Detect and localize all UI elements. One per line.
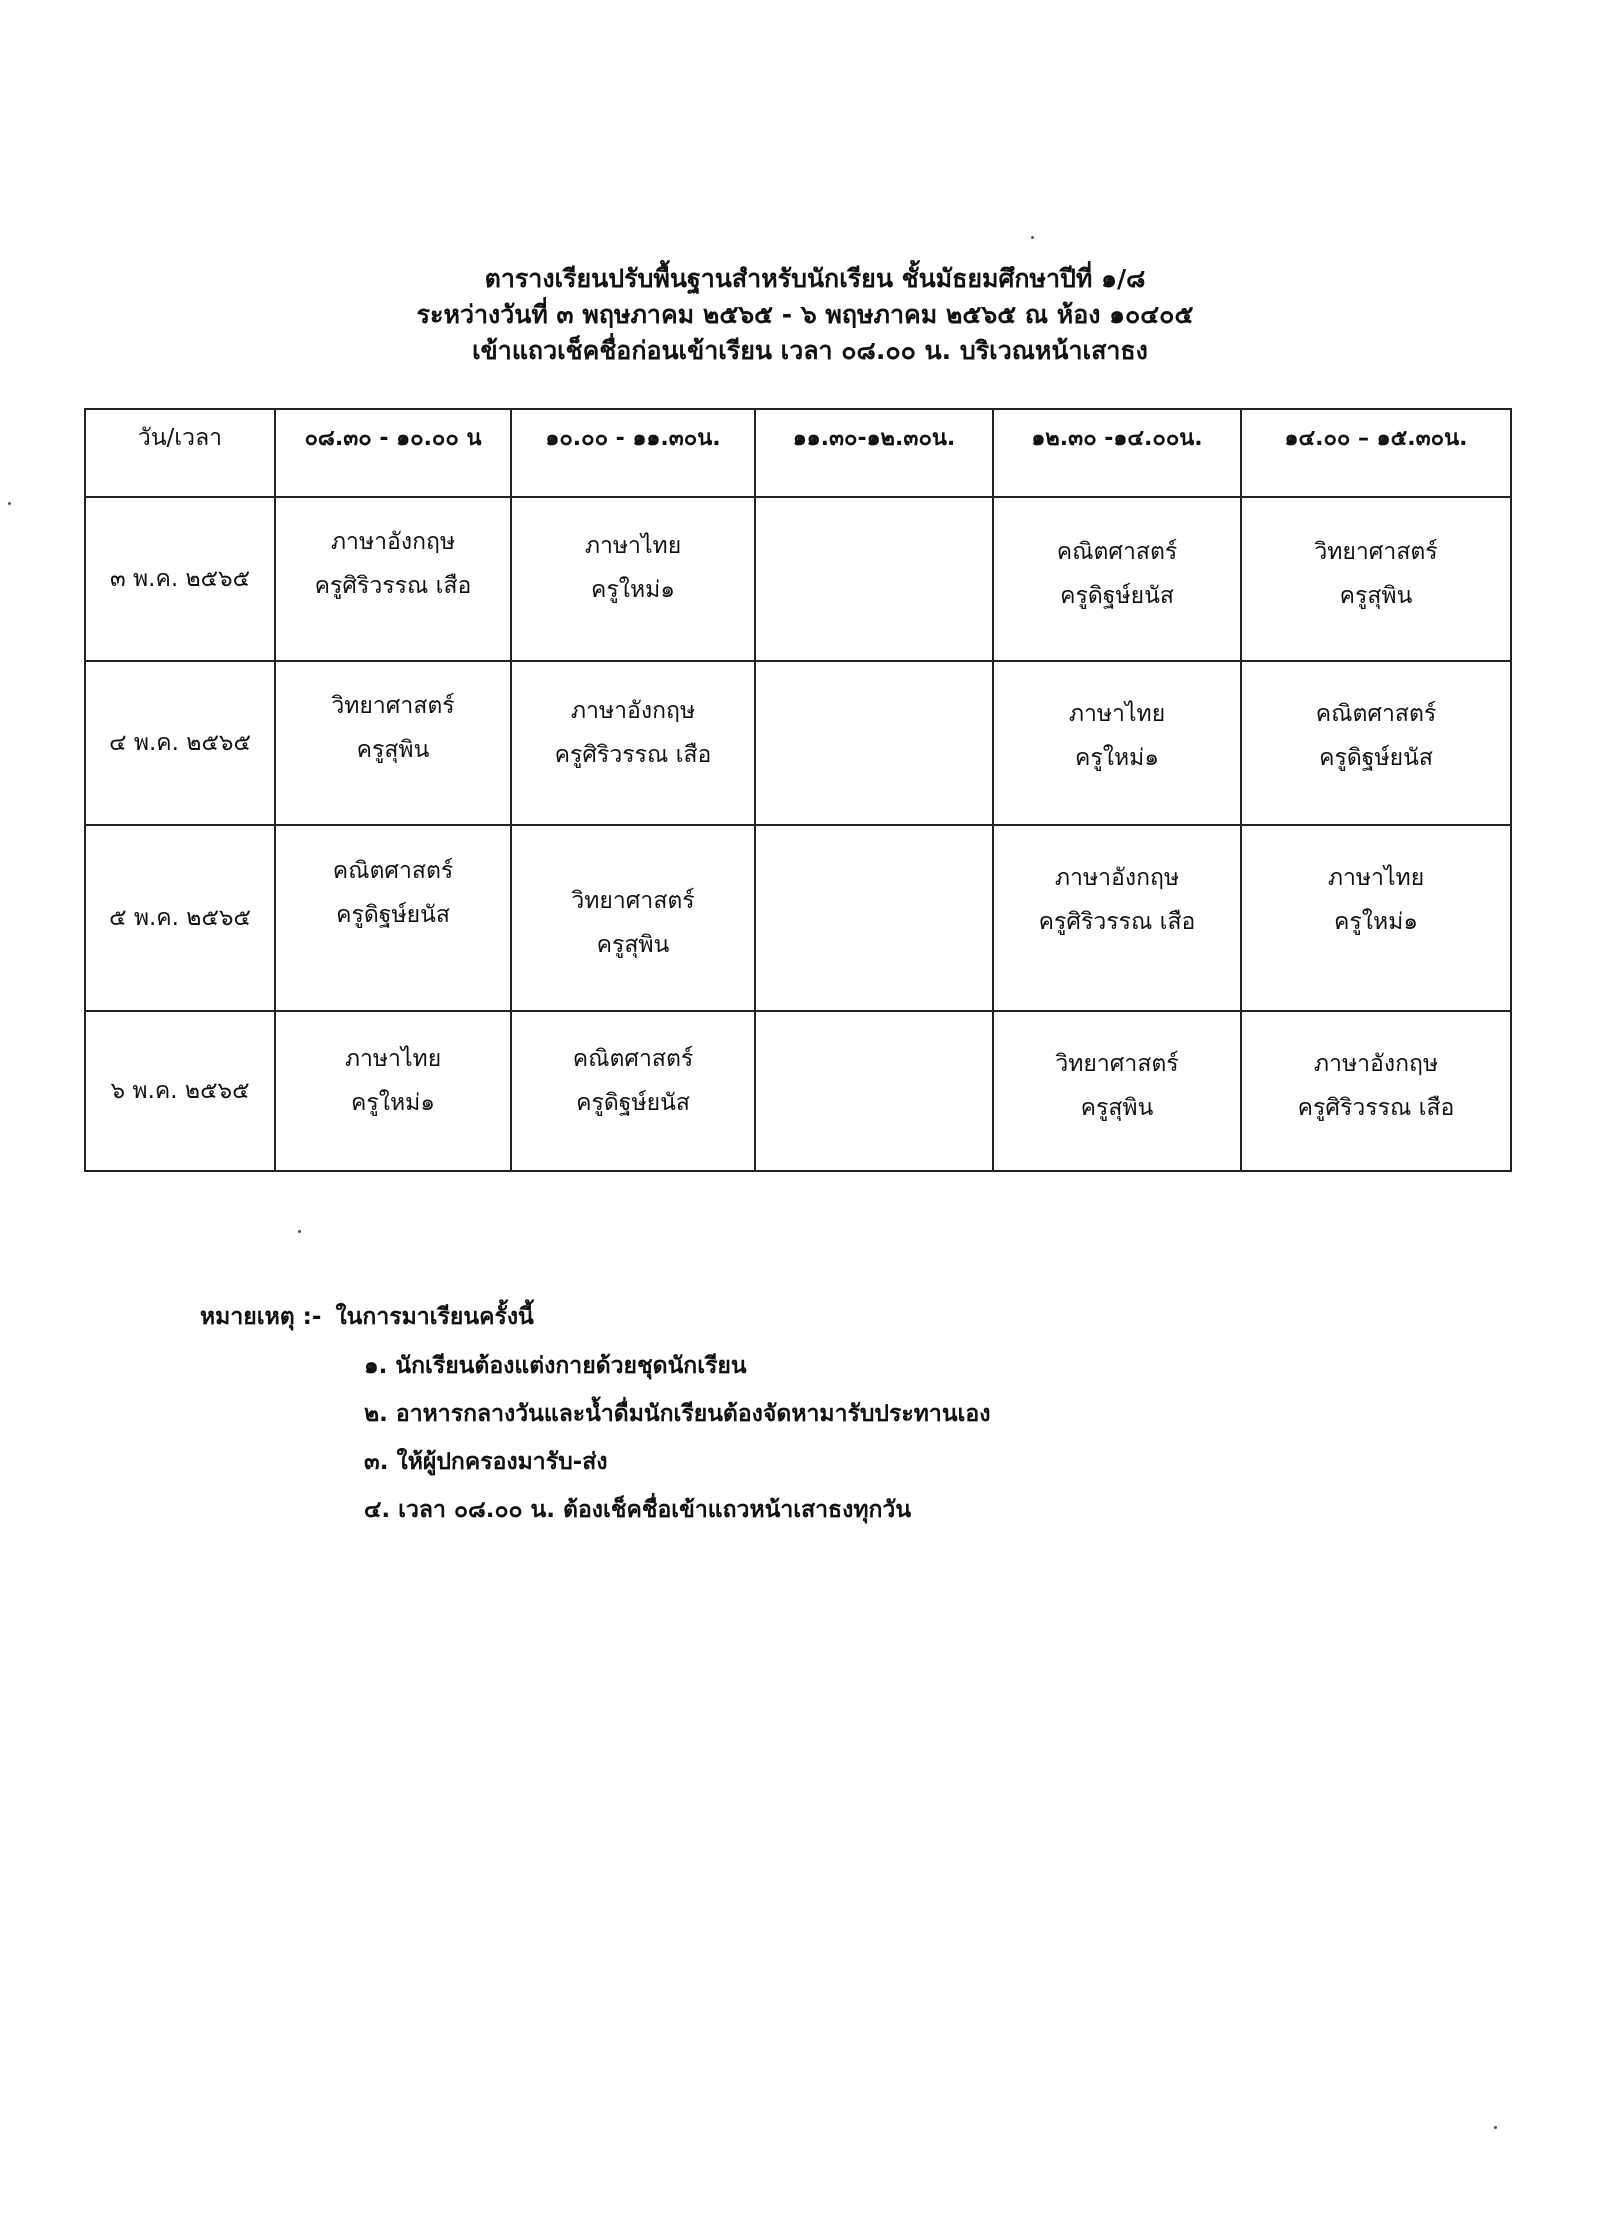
class-cell [511,661,755,825]
table-row [85,497,1511,661]
scan-speck [8,502,11,505]
list-item: ๔. เวลา ๐๘.๐๐ น. ต้องเช็คชื่อเข้าแถวหน้าเสาธงทุกวัน [364,1497,912,1523]
subject: ภาษาไทย [584,533,682,559]
document-title [0,262,1600,370]
period-header-5: ๑๔.๐๐ – ๑๕.๓๐น. [1241,409,1511,497]
teacher: ครูศิริวรรณ เสือ [554,742,712,768]
subject: วิทยาศาสตร์ [1055,1051,1179,1077]
class-cell [993,1011,1241,1171]
lunch-cell [755,497,993,661]
teacher: ครูดิฐษ์ยนัส [1060,583,1174,609]
teacher: ครูศิริวรรณ เสือ [1038,909,1196,935]
teacher: ครูดิฐษ์ยนัส [1319,745,1433,771]
list-item: ๓. ให้ผู้ปกครองมารับ-ส่ง [364,1449,608,1475]
period-header-1: ๐๘.๓๐ - ๑๐.๐๐ น [275,409,511,497]
scan-speck [298,1230,301,1233]
header-row [85,409,1511,497]
class-cell [1241,1011,1511,1171]
subject: ภาษาไทย [1068,701,1166,727]
notes-section [200,1296,990,1534]
subject: ภาษาอังกฤษ [330,529,456,555]
class-cell [993,825,1241,1011]
subject: ภาษาไทย [1327,865,1425,891]
notes-list [200,1342,990,1534]
notes-label: หมายเหตุ :- [200,1304,322,1330]
teacher: ครูใหม่๑ [591,577,675,603]
teacher: ครูศิริวรรณ เสือ [1297,1095,1455,1121]
teacher: ครูดิฐษ์ยนัส [336,902,450,928]
period-header-2: ๑๐.๐๐ - ๑๑.๓๐น. [511,409,755,497]
subject: วิทยาศาสตร์ [331,693,455,719]
subject: ภาษาไทย [344,1046,442,1072]
teacher: ครูสุพิน [1339,583,1413,609]
scan-speck [1031,236,1034,239]
lunch-cell [755,825,993,1011]
title-line-3: เข้าแถวเช็คชื่อก่อนเข้าเรียน เวลา ๐๘.๐๐ น. บริเวณหน้าเสาธง [472,336,1148,365]
class-cell [275,497,511,661]
teacher: ครูศิริวรรณ เสือ [314,573,472,599]
title-line-2: ระหว่างวันที่ ๓ พฤษภาคม ๒๕๖๕ - ๖ พฤษภาคม ๒๕๖๕ ณ ห้อง ๑๐๔๐๕ [416,300,1194,329]
class-cell [1241,497,1511,661]
lunch-cell [755,1011,993,1171]
subject: วิทยาศาสตร์ [571,888,695,914]
table-row [85,1011,1511,1171]
day-cell: ๕ พ.ค. ๒๕๖๕ [85,825,275,1011]
table-row [85,661,1511,825]
class-cell [993,661,1241,825]
day-cell: ๔ พ.ค. ๒๕๖๕ [85,661,275,825]
title-line-1: ตารางเรียนปรับพื้นฐานสำหรับนักเรียน ชั้นมัธยมศึกษาปีที่ ๑/๘ [484,264,1146,293]
schedule-table [84,408,1512,1172]
day-cell: ๖ พ.ค. ๒๕๖๕ [85,1011,275,1171]
list-item: ๒. อาหารกลางวันและน้ำดื่มนักเรียนต้องจัดหามารับประทานเอง [364,1401,991,1427]
class-cell [993,497,1241,661]
class-cell [1241,661,1511,825]
subject: คณิตศาสตร์ [572,1046,694,1072]
subject: วิทยาศาสตร์ [1314,539,1438,565]
teacher: ครูสุพิน [356,737,430,763]
subject: คณิตศาสตร์ [1056,539,1178,565]
notes-heading [200,1296,990,1338]
subject: ภาษาอังกฤษ [1313,1051,1439,1077]
lunch-cell [755,661,993,825]
teacher: ครูสุพิน [596,932,670,958]
notes-intro: ในการมาเรียนครั้งนี้ [335,1304,534,1330]
subject: คณิตศาสตร์ [1315,701,1437,727]
period-header-3: ๑๑.๓๐-๑๒.๓๐น. [755,409,993,497]
list-item: ๑. นักเรียนต้องแต่งกายด้วยชุดนักเรียน [364,1353,747,1379]
day-cell: ๓ พ.ค. ๒๕๖๕ [85,497,275,661]
class-cell [511,1011,755,1171]
teacher: ครูดิฐษ์ยนัส [576,1090,690,1116]
table-row [85,825,1511,1011]
class-cell [275,825,511,1011]
class-cell [511,497,755,661]
day-time-header: วัน/เวลา [85,409,275,497]
teacher: ครูใหม่๑ [1334,909,1418,935]
class-cell [275,661,511,825]
subject: คณิตศาสตร์ [332,858,454,884]
teacher: ครูสุพิน [1080,1095,1154,1121]
subject: ภาษาอังกฤษ [570,698,696,724]
teacher: ครูใหม่๑ [351,1090,435,1116]
class-cell [275,1011,511,1171]
class-cell [1241,825,1511,1011]
period-header-4: ๑๒.๓๐ -๑๔.๐๐น. [993,409,1241,497]
teacher: ครูใหม่๑ [1075,745,1159,771]
class-cell [511,825,755,1011]
scan-speck [1494,2126,1497,2129]
subject: ภาษาอังกฤษ [1054,865,1180,891]
